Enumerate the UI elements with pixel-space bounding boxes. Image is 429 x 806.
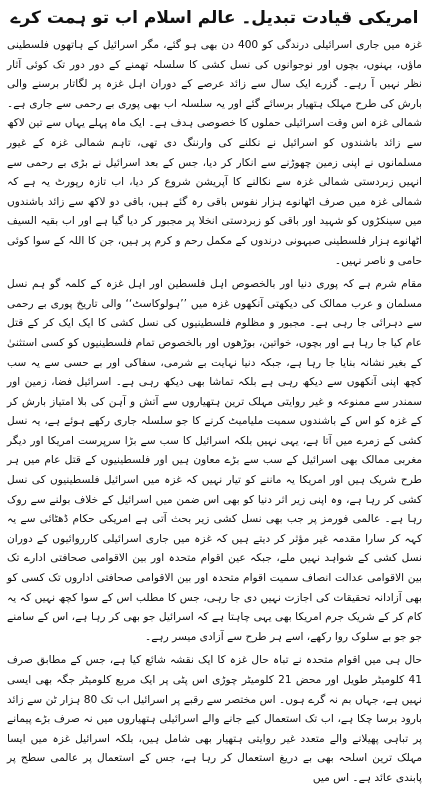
paragraph-3: حال ہی میں اقوام متحدہ نے تباہ حال غزہ کا ایک نقشہ شائع کیا ہے، جس کے مطابق صرف 41 کلومیٹر طویل اور محض 21 کلومیٹر چوڑی اس پٹی پر ایک مربع کلومیٹر جگہ بھی ایسی نہیں ہے، جہاں بم نہ گرے ہوں۔ اس مختصر سے رقبے پر اسرائیل اب تک 80 ہزار ٹن سے زائد بارود برسا چکا ہے، اب تک استعمال کیے جانے والے اسرائیلی ہتھیاروں میں نہ صرف بڑے پیمانے پر تباہی پھیلانے والے متعدد غیر روایتی ہتھیار بھی شامل ہیں، بلکہ اسرائیل غزہ میں ایسا مہلک ترین اسلحہ بھی بے دریغ استعمال کر رہا ہے، جس کے استعمال پر عالمی سطح پر پابندی عائد ہے۔ اس میں	[7, 654, 422, 784]
paragraph-2: مقام شرم ہے کہ پوری دنیا اور بالخصوص اہل فلسطین اور اہل غزہ کے کلمہ گو ہم نسل مسلمان و عرب ممالک کی دیکھتی آنکھوں غزہ میں ’’ہولوکاسٹ‘‘ والی تاریخ پوری بے رحمی سے دہرائی جا رہی ہے۔ مجبور و مظلوم فلسطینیوں کی نسل کشی کا ایک ایک کر کے قتل عام کیا جا رہا ہے اور بچوں، خواتین، بوڑھوں اور بالخصوص تمام فلسطینیوں کو کسی استثنیٰ کے بغیر نشانہ بنایا جا رہا ہے، جبکہ دنیا نہایت بے شرمی، سفاکی اور بے حسی سے یہ سب کچھ اپنی آنکھوں سے دیکھ رہی ہے بلکہ تماشا بھی دیکھ رہی ہے۔ اسرائیل فضا، زمین اور سمندر سے ممنوعہ و غیر روایتی مہلک ترین ہتھیاروں سے آتش و آہن کی بلا امتیاز بارش کر کے غزہ کو اس کے باشندوں سمیت ملیامیٹ کرنے کا جو سلسلہ جاری رکھے ہوئے ہے، یہ نسل کشی کے زمرے میں آتا ہے، یہی نہیں بلکہ اسرائیل کا سب سے بڑا سرپرست امریکا اور دیگر مغربی ممالک بھی اسرائیل کے سب سے بڑے معاون ہیں اور فلسطینیوں کے قتل عام میں ہر طرح شریک ہیں اور امریکا یہ ماننے کو تیار نہیں کہ غزہ میں اسرائیل فلسطینیوں کی نسل کشی کر رہا ہے، وہ اپنی زیر اثر دنیا کو بھی اس ضمن میں اسرائیل کے خلاف بولنے سے روک رہا ہے۔ عالمی فورمز پر جب بھی نسل کشی زیر بحث آتی ہے امریکی حکام ڈھٹائی سے یہ کہہ کر سارا مقدمہ غیر مؤثر کر دیتے ہیں کہ غزہ میں جاری اسرائیلی کارروائیوں کے دوران نسل کشی کے شواہد نہیں ملے، جبکہ عین اقوام متحدہ اور بین الاقوامی صحافتی ادارے تک بین الاقوامی عدالت انصاف سمیت اقوام متحدہ اور بین الاقوامی صحافتی اداروں تک کسی کو بھی آزادانہ تحقیقات کی اجازت نہیں دی جا رہی، جس کا مطلب اس کے سوا کچھ نہیں کہ یہ کام کر کے شریک جرم امریکا بھی یہی چاہتا ہے کہ اسرائیل جو بھی کر رہا ہے، اس کے سامنے جو جو بے سلوک روا رکھے، اسے ہر طرح سے آزادی میسر رہے۔	[7, 278, 422, 643]
paragraph-1: غزہ میں جاری اسرائیلی درندگی کو 400 دن بھی ہو گئے، مگر اسرائیل کے ہاتھوں فلسطینی ماؤں، بہنوں، بچوں اور نوجوانوں کی نسل کشی کا سلسلہ تھمنے کے دور دور تک کوئی آثار نظر نہیں آ رہے۔ گزرے ایک سال سے زائد عرصے کے دوران اہل غزہ پر لگاتار برسنے والی بارش کی طرح مہلک ہتھیار برسائے گئے اور یہ سلسلہ اب بھی پوری بے رحمی سے جاری ہے۔ شمالی غزہ اس وقت اسرائیلی حملوں کا خصوصی ہدف ہے۔ ایک ماہ پہلے یہاں سے تین لاکھ سے زائد باشندوں کو اسرائیل نے نکلنے کی وارننگ دی تھی، تاہم شمالی غزہ کے غیور مسلمانوں نے اپنی زمین چھوڑنے سے انکار کر دیا، جس کے بعد اسرائیل نے بڑی بے رحمی سے انہیں زبردستی شمالی غزہ سے نکالنے کا آپریشن شروع کر دیا، اب تازہ رپورٹ یہ ہے کہ شمالی غزہ میں صرف اٹھانوے ہزار نفوس باقی رہ گئے ہیں، باقی دو لاکھ سے زائد باشندوں میں سینکڑوں کو شہید اور باقی کو زبردستی انخلا پر مجبور کر دیا گیا ہے اور اب بقیہ السیف اٹھانوے ہزار فلسطینی صیہونی درندوں کے مکمل رحم و کرم پر ہیں، جن کا اللہ کے سوا کوئی حامی و ناصر نہیں۔	[7, 39, 422, 267]
article-title: امریکی قیادت تبدیل۔ عالم اسلام اب تو ہمت کرے	[10, 8, 419, 28]
